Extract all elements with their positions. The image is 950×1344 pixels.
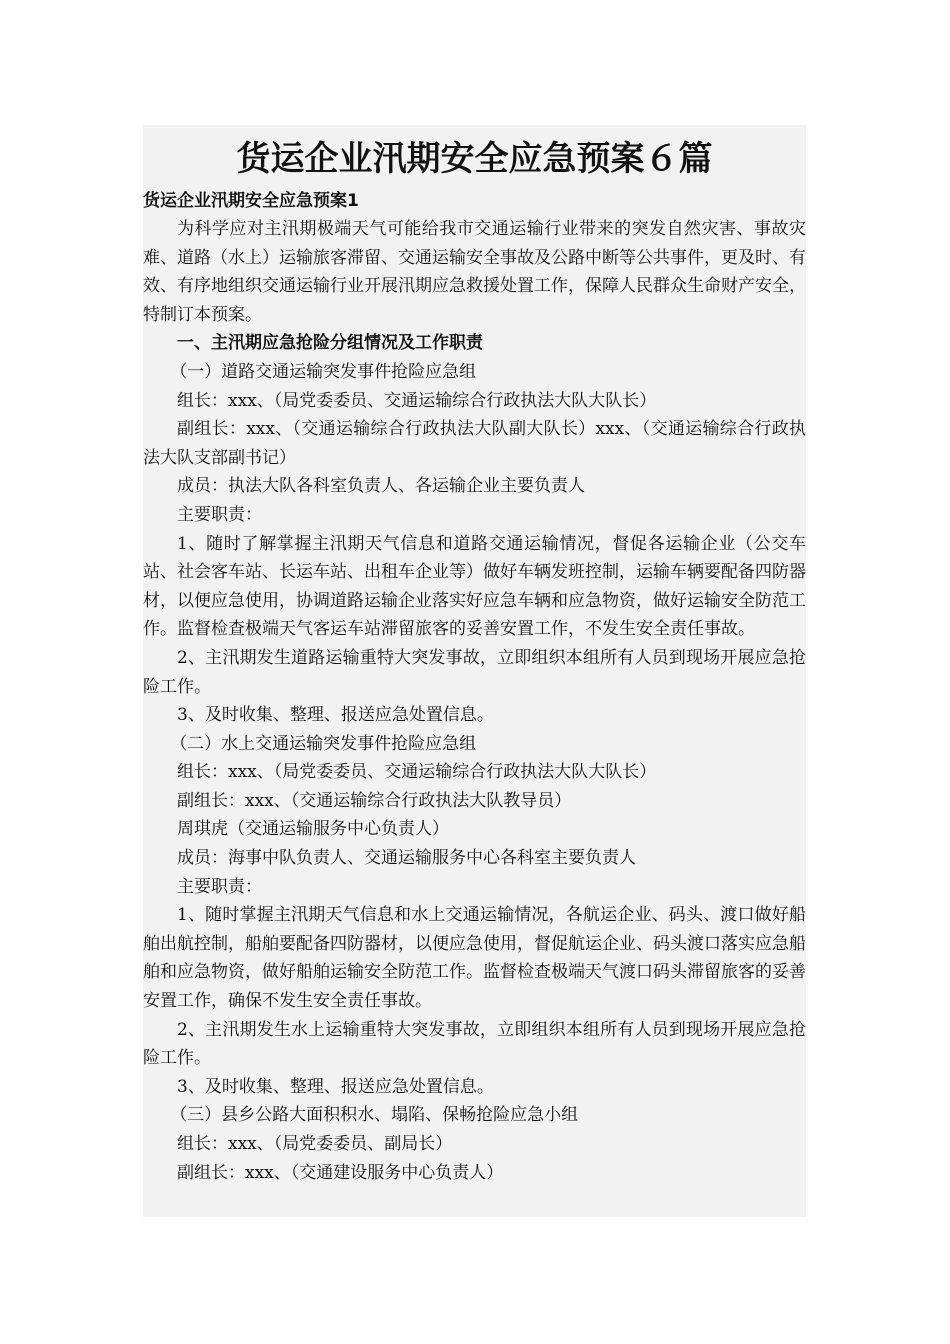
paragraph: 组长：xxx、（局党委委员、交通运输综合行政执法大队大队长） bbox=[177, 762, 657, 783]
section-heading: 一、主汛期应急抢险分组情况及工作职责 bbox=[177, 333, 483, 354]
paragraph: 主要职责： bbox=[177, 876, 262, 897]
subsection-heading: （一）道路交通运输突发事件抢险应急组 bbox=[170, 361, 477, 382]
paragraph: 成员：执法大队各科室负责人、各运输企业主要负责人 bbox=[177, 476, 585, 497]
paragraph: 组长：xxx、（局党委委员、副局长） bbox=[177, 1134, 453, 1154]
paragraph: 为科学应对主汛期极端天气可能给我市交通运输行业带来的突发自然灾害、事故灾难、道路（水上）运输旅客滞留、交通运输安全事故及公路中断等公共事件，更及时、有效、有序地组织交通运输行业开展汛期应急救援处置工作，保障人民群众生命财产安全，特制订本预案。 bbox=[143, 219, 806, 325]
document-body bbox=[143, 215, 806, 1187]
paragraph: 1、随时了解掌握主汛期天气信息和道路交通运输情况，督促各运输企业（公交车站、社会客车站、长运车站、出租车企业等）做好车辆发班控制，运输车辆要配备四防器材，以便应急使用，协调道路运输企业落实好应急车辆和应急物资，做好运输安全防范工作。监督检查极端天气客运车站滞留旅客的妥善安置工作，不发生安全责任事故。 bbox=[143, 533, 806, 640]
paragraph: 周琪虎（交通运输服务中心负责人） bbox=[177, 819, 449, 840]
paragraph: 1、随时掌握主汛期天气信息和水上交通运输情况，各航运企业、码头、渡口做好船舶出航控制，船舶要配备四防器材，以便应急使用，督促航运企业、码头渡口落实应急船舶和应急物资，做好船舶运输安全防范工作。监督检查极端天气渡口码头滞留旅客的妥善安置工作，确保不发生安全责任事故。 bbox=[143, 905, 806, 1012]
paragraph: 副组长：xxx、（交通运输综合行政执法大队副大队长）xxx、（交通运输综合行政执法大队支部副书记） bbox=[143, 419, 806, 468]
paragraph: 2、主汛期发生水上运输重特大突发事故，立即组织本组所有人员到现场开展应急抢险工作。 bbox=[143, 1019, 806, 1069]
paragraph: 副组长：xxx、（交通运输综合行政执法大队教导员） bbox=[177, 790, 572, 811]
paragraph: 组长：xxx、（局党委委员、交通运输综合行政执法大队大队长） bbox=[177, 390, 657, 411]
document-subtitle: 货运企业汛期安全应急预案1 bbox=[143, 191, 359, 211]
subsection-heading: （三）县乡公路大面积积水、塌陷、保畅抢险应急小组 bbox=[170, 1105, 579, 1126]
paragraph: 3、及时收集、整理、报送应急处置信息。 bbox=[177, 705, 494, 726]
paragraph: 2、主汛期发生道路运输重特大突发事故，立即组织本组所有人员到现场开展应急抢险工作。 bbox=[143, 647, 806, 697]
paragraph: 成员：海事中队负责人、交通运输服务中心各科室主要负责人 bbox=[177, 848, 636, 869]
paragraph: 主要职责： bbox=[177, 504, 262, 525]
document-page bbox=[143, 125, 806, 1217]
subsection-heading: （二）水上交通运输突发事件抢险应急组 bbox=[170, 733, 477, 754]
paragraph: 3、及时收集、整理、报送应急处置信息。 bbox=[177, 1076, 494, 1097]
document-title: 货运企业汛期安全应急预案６篇 bbox=[236, 139, 713, 179]
paragraph: 副组长：xxx、（交通建设服务中心负责人） bbox=[177, 1162, 504, 1183]
